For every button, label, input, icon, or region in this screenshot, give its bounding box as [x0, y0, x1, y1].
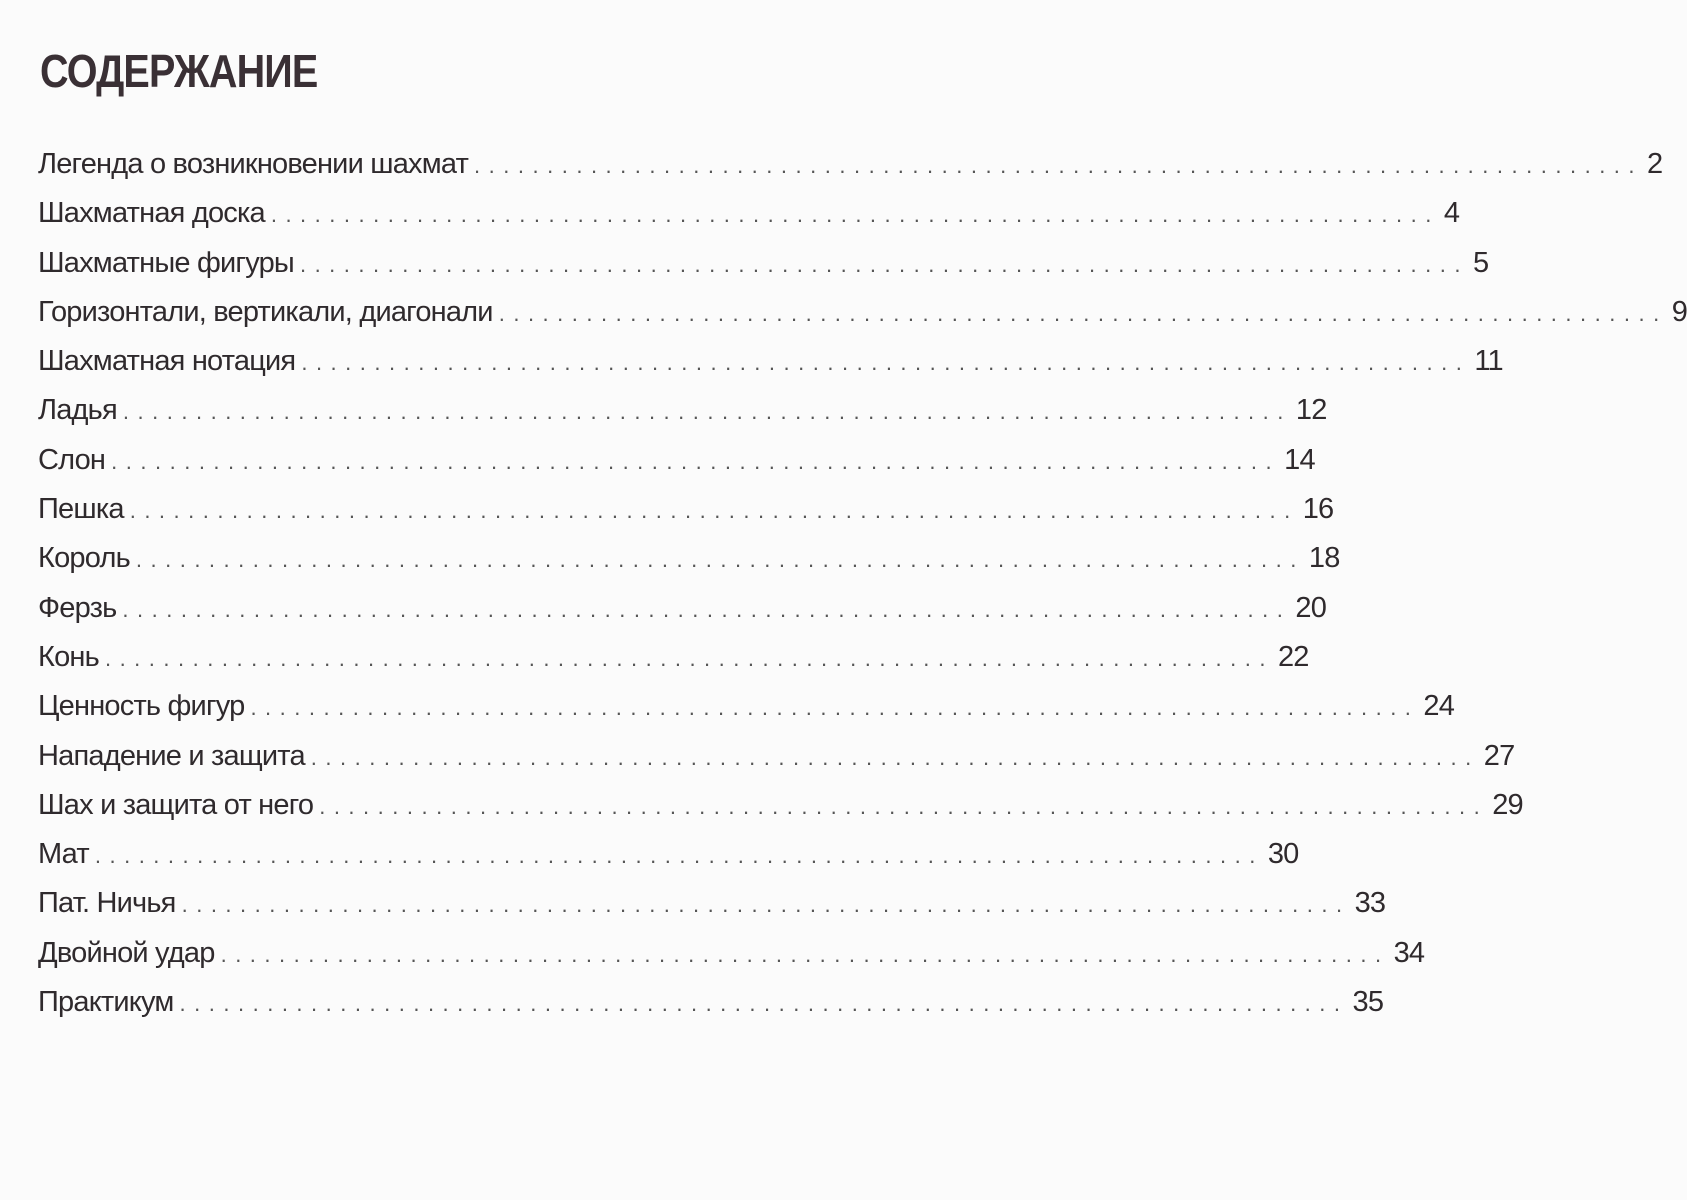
toc-entry-title: Конь [38, 640, 99, 673]
dot-leader: ................................................................................ [181, 892, 1351, 918]
dot-leader: ................................................................................ [474, 153, 1644, 178]
toc-entry[interactable] [38, 690, 1455, 739]
dot-leader: ................................................................................ [94, 843, 1264, 869]
dot-leader: ................................................................................ [129, 498, 1299, 524]
toc-entry-title: Ладья [38, 394, 117, 427]
toc-entry-title: Шахматная нотация [38, 345, 296, 378]
dot-leader: ................................................................................ [299, 251, 1469, 277]
toc-entry-title: Ферзь [38, 591, 117, 624]
toc-entry[interactable] [38, 443, 1315, 493]
toc-entry[interactable] [38, 246, 1489, 296]
toc-entry[interactable] [38, 148, 1663, 197]
toc-entry[interactable] [38, 936, 1425, 986]
toc-entry-title: Ценность фигур [38, 690, 245, 723]
toc-entry-page: 18 [1308, 542, 1340, 575]
dot-leader: ................................................................................ [179, 991, 1349, 1017]
toc-entry-title: Шахматные фигуры [38, 246, 294, 279]
toc-entry-page: 9 [1671, 295, 1687, 328]
toc-entry-page: 5 [1472, 246, 1489, 279]
toc-entry-title: Шахматная доска [38, 197, 265, 230]
toc-entry-page: 11 [1474, 345, 1503, 378]
toc-entry-page: 34 [1393, 936, 1425, 969]
toc-entry-title: Пешка [38, 493, 124, 526]
toc-entry-title: Слон [38, 443, 106, 476]
dot-leader: ................................................................................ [122, 399, 1292, 425]
toc-entry-title: Практикум [38, 986, 174, 1019]
toc-entry[interactable] [38, 887, 1386, 936]
dot-leader: ................................................................................ [220, 941, 1390, 967]
toc-entry[interactable] [38, 394, 1327, 443]
toc-entry[interactable] [38, 739, 1515, 789]
toc-entry[interactable] [38, 838, 1299, 887]
toc-entry-page: 24 [1423, 690, 1455, 723]
toc-entry-page: 27 [1483, 739, 1515, 772]
dot-leader: ................................................................................ [301, 350, 1471, 376]
toc-entry-title: Двойной удар [38, 936, 215, 969]
table-of-contents [38, 148, 1687, 1035]
toc-entry-page: 20 [1295, 591, 1327, 624]
toc-entry-title: Шах и защита от него [38, 788, 314, 821]
dot-leader: ................................................................................ [319, 793, 1489, 819]
toc-entry-page: 22 [1277, 640, 1309, 673]
toc-entry-page: 30 [1267, 838, 1299, 871]
dot-leader: ................................................................................ [250, 695, 1420, 721]
toc-entry-page: 33 [1354, 887, 1386, 920]
toc-entry[interactable] [38, 640, 1309, 690]
toc-entry-title: Король [38, 542, 130, 575]
toc-entry-title: Горизонтали, вертикали, диагонали [38, 295, 493, 328]
toc-entry-page: 35 [1352, 986, 1384, 1019]
toc-entry-title: Нападение и защита [38, 739, 305, 772]
toc-entry[interactable] [38, 493, 1334, 542]
dot-leader: ................................................................................ [270, 202, 1440, 228]
toc-entry-page: 2 [1647, 148, 1663, 180]
dot-leader: ................................................................................ [122, 596, 1292, 622]
toc-entry[interactable] [38, 542, 1340, 591]
toc-entry-page: 16 [1302, 493, 1334, 526]
toc-entry-page: 14 [1284, 443, 1315, 476]
toc-entry-page: 12 [1295, 394, 1327, 427]
page-title: СОДЕРЖАНИЕ [40, 45, 318, 97]
toc-entry-title: Мат [38, 838, 89, 871]
toc-entry-title: Легенда о возникновении шахмат [38, 148, 469, 180]
toc-entry-page: 4 [1443, 197, 1460, 230]
dot-leader: ................................................................................ [135, 547, 1305, 573]
toc-entry[interactable] [38, 986, 1384, 1035]
dot-leader: ................................................................................ [498, 300, 1668, 326]
dot-leader: ................................................................................ [111, 448, 1281, 474]
toc-entry-page: 29 [1492, 788, 1523, 821]
dot-leader: ................................................................................ [104, 645, 1274, 671]
toc-entry[interactable] [38, 345, 1503, 394]
toc-entry[interactable] [38, 788, 1523, 838]
toc-entry[interactable] [38, 591, 1327, 641]
toc-entry-title: Пат. Ничья [38, 887, 176, 920]
dot-leader: ................................................................................ [310, 744, 1480, 770]
toc-entry[interactable] [38, 197, 1460, 246]
toc-entry[interactable] [38, 295, 1687, 345]
